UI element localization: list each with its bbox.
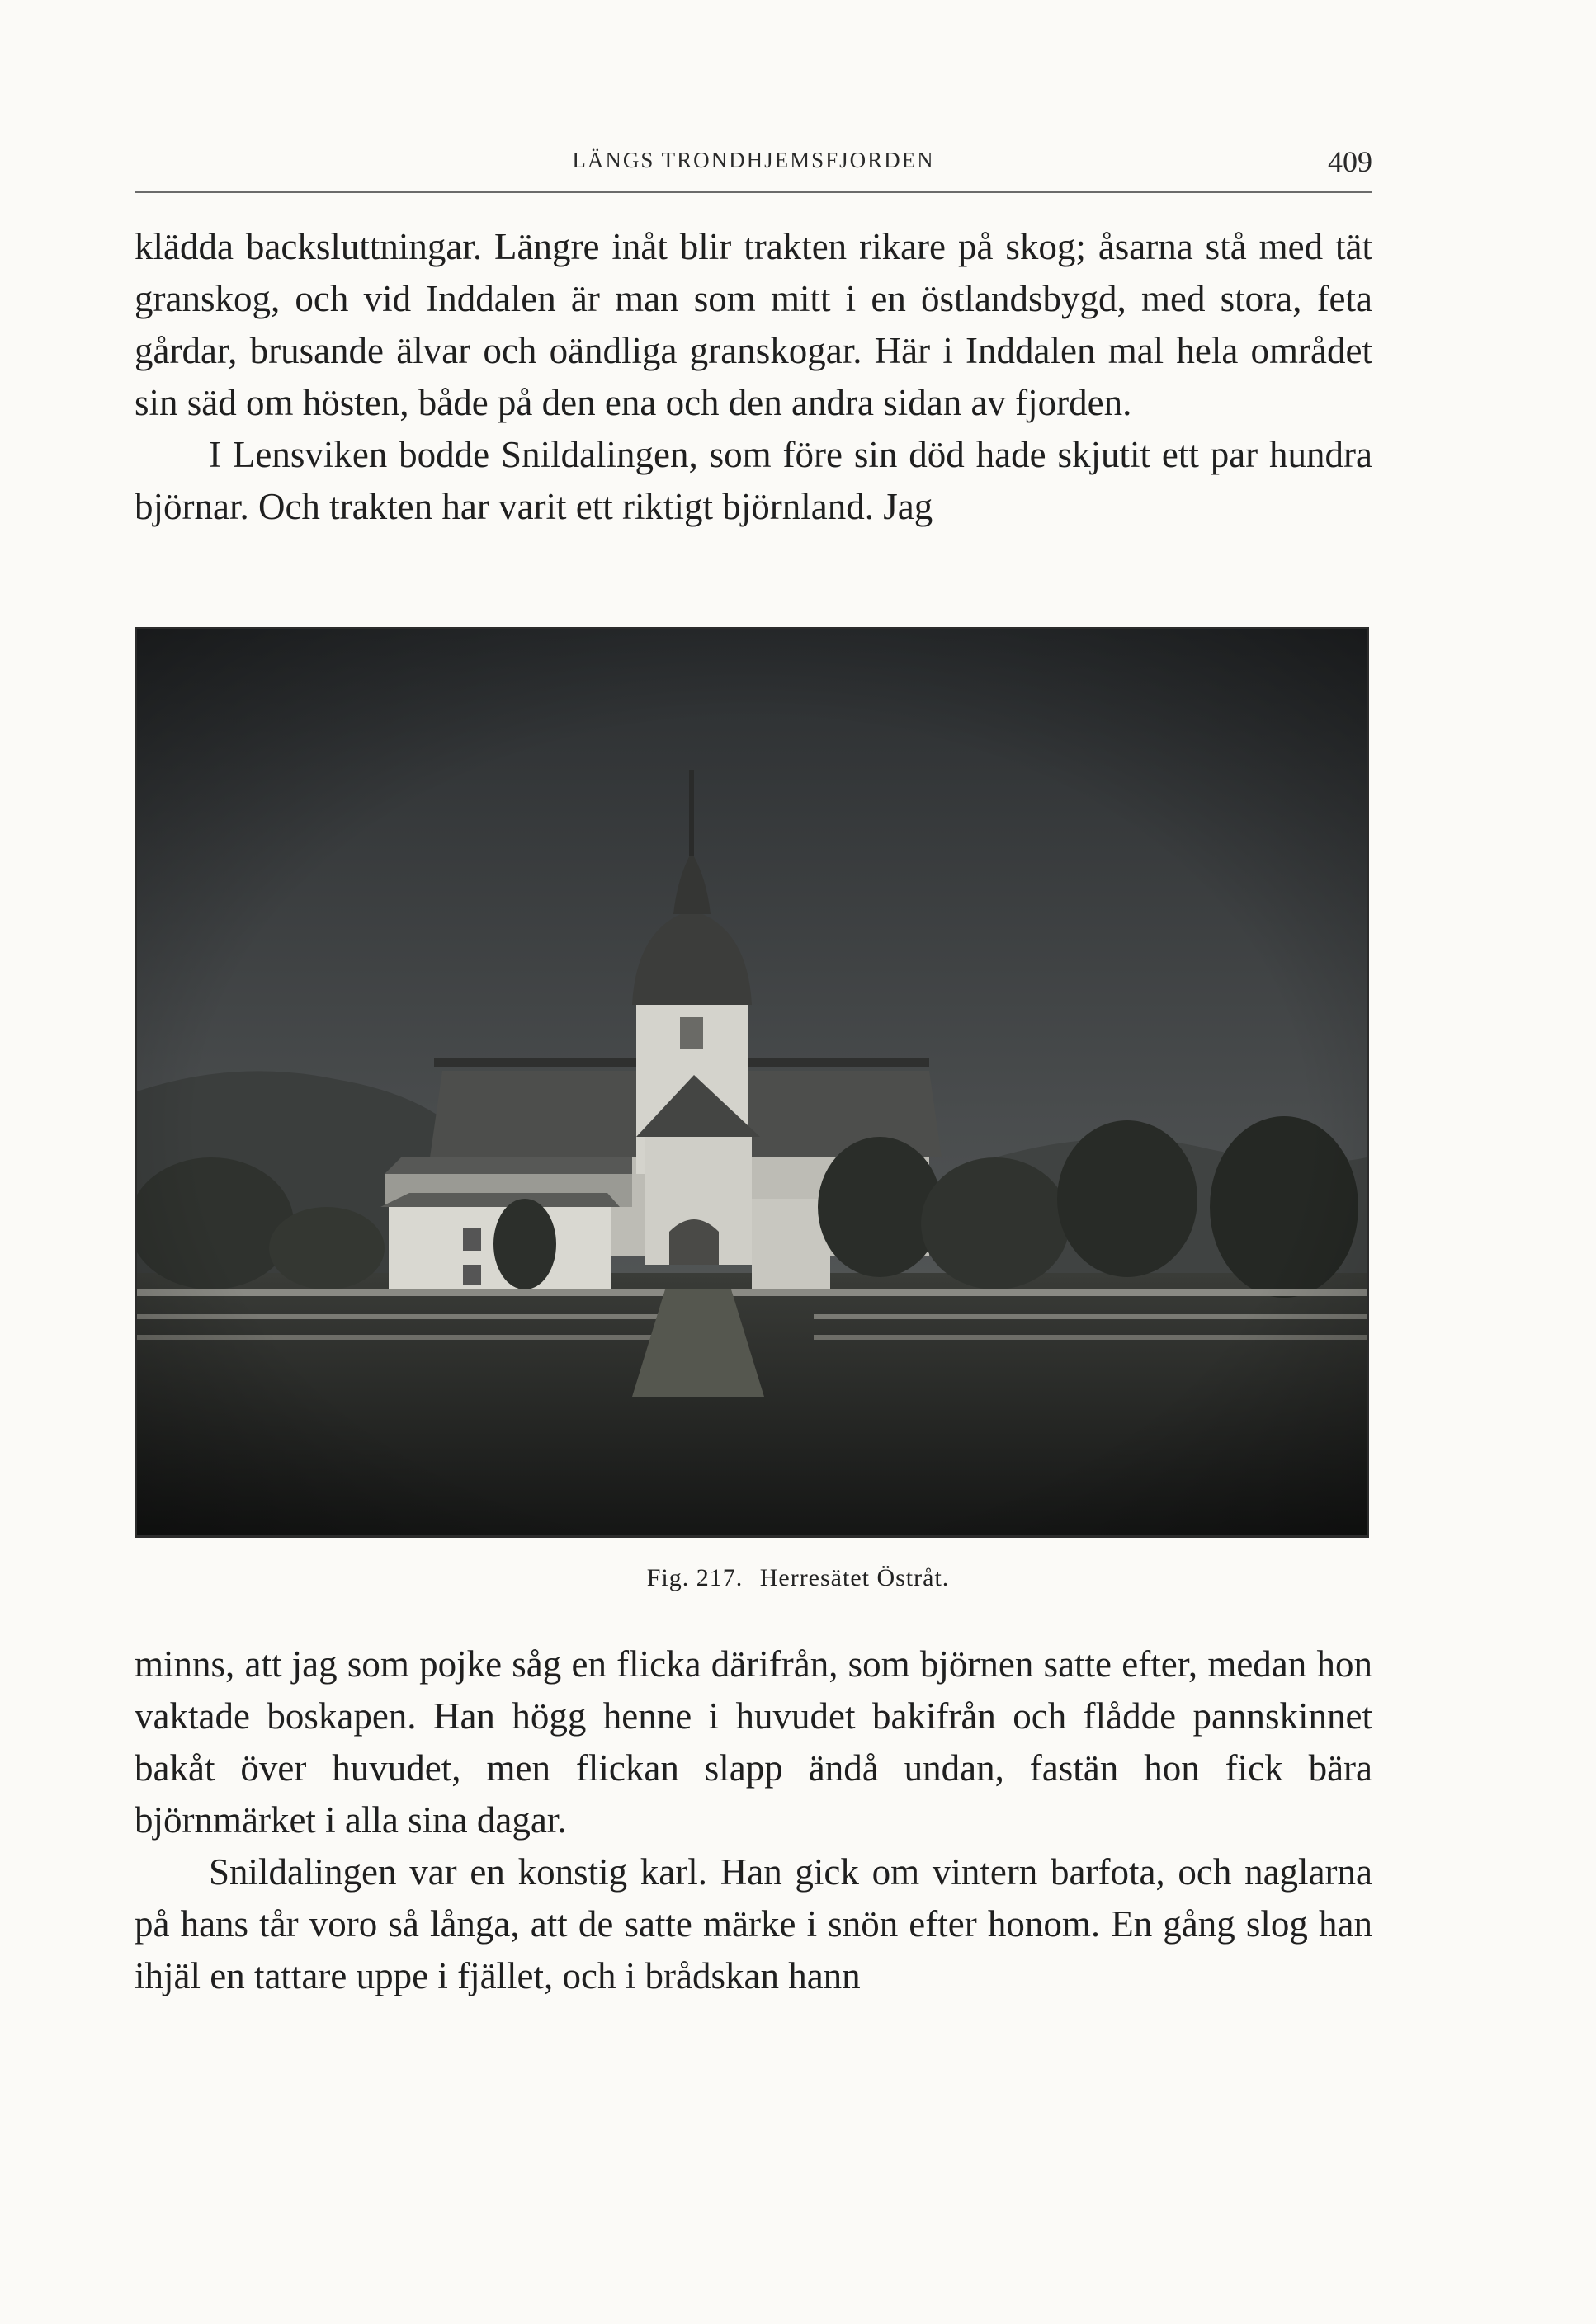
bottom-text-block	[135, 1638, 1372, 2002]
figure-number: Fig. 217.	[646, 1564, 744, 1591]
figure-photograph	[135, 627, 1369, 1538]
paragraph: klädda backsluttningar. Längre inåt blir trakten rikare på skog; åsarna stå med tät granskog, och vid Inddalen är man som mitt i en östlandsbygd, med stora, feta gårdar, brusande älvar och oändliga granskogar. Här i Inddalen mal hela området sin säd om hösten, både på den ena och den andra sidan av fjorden.	[135, 226, 1372, 423]
top-text-block	[135, 221, 1372, 533]
paragraph: Snildalingen var en konstig karl. Han gick om vintern barfota, och naglarna på hans tår voro så långa, att de satte märke i snön efter honom. En gång slog han ihjäl en tattare uppe i fjället, och i brådskan hann	[135, 1851, 1372, 1996]
paragraph: I Lensviken bodde Snildalingen, som före sin död hade skjutit ett par hundra björnar. Och trakten har varit ett riktigt björnland. Jag	[135, 434, 1372, 527]
figure-caption	[0, 1564, 1596, 1592]
header-rule	[135, 191, 1372, 193]
running-head	[135, 144, 1372, 186]
running-title: LÄNGS TRONDHJEMSFJORDEN	[572, 148, 935, 172]
photo-herresatet-ostrat	[137, 629, 1367, 1535]
page-number: 409	[1328, 145, 1372, 178]
figure-title: Herresätet Östråt.	[759, 1564, 950, 1591]
paragraph: minns, att jag som pojke såg en flicka därifrån, som björnen satte efter, medan hon vaktade boskapen. Han högg henne i huvudet bakifrån och flådde pannskinnet bakåt över huvudet, men flickan slapp ändå undan, fastän hon fick bära björnmärket i alla sina dagar.	[135, 1643, 1372, 1841]
